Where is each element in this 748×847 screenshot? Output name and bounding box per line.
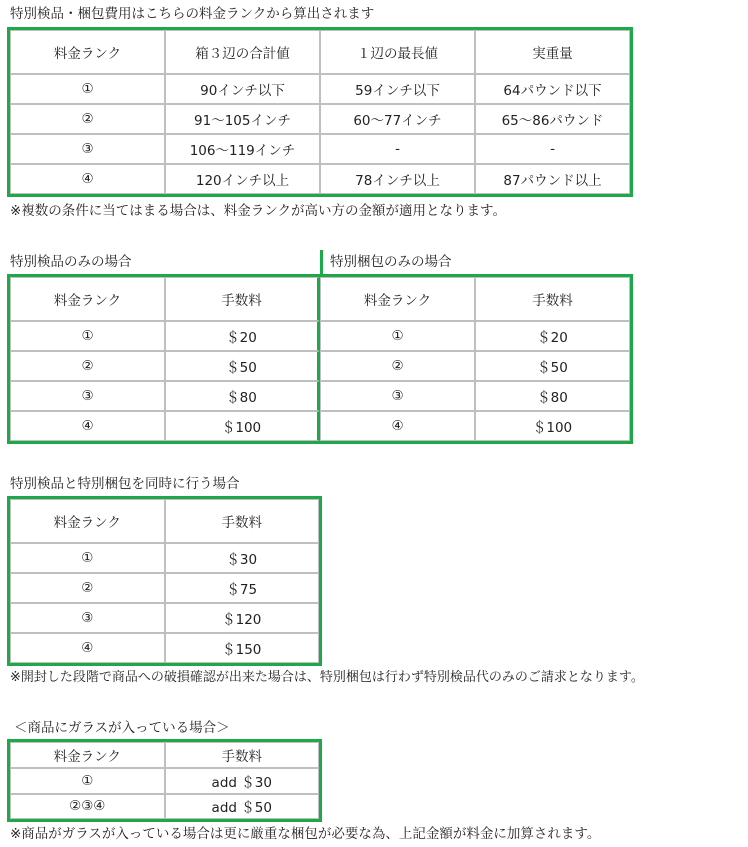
header-rank: 料金ランク xyxy=(10,30,165,74)
glass-heading: ＜商品にガラスが入っている場合＞ xyxy=(14,720,230,736)
section1-note: ※複数の条件に当てはまる場合は、料金ランクが高い方の金額が適用となります。 xyxy=(10,203,506,219)
header-rank: 料金ランク xyxy=(10,277,165,321)
table-row xyxy=(10,321,630,351)
fee-cell: add ＄30 xyxy=(165,768,320,794)
size-rank-table xyxy=(7,27,633,197)
fee-cell: add ＄50 xyxy=(165,794,320,820)
rank-cell: ④ xyxy=(320,411,475,441)
sum-cell: 106～119インチ xyxy=(165,134,320,164)
sum-cell: 120インチ以上 xyxy=(165,164,320,194)
table-row xyxy=(10,164,630,194)
header-fee: 手数料 xyxy=(165,499,320,543)
glass-fee-table xyxy=(7,739,322,822)
header-rank: 料金ランク xyxy=(10,499,165,543)
inspection-packing-table xyxy=(7,274,633,444)
table-row xyxy=(10,104,630,134)
table-row xyxy=(10,74,630,104)
fee-cell: ＄80 xyxy=(165,381,320,411)
header-fee: 手数料 xyxy=(165,277,320,321)
inspection-only-heading: 特別検品のみの場合 xyxy=(10,254,132,270)
rank-cell: ② xyxy=(320,351,475,381)
heading-divider xyxy=(320,250,323,274)
rank-cell: ① xyxy=(10,321,165,351)
fee-cell: ＄150 xyxy=(165,633,320,663)
fee-cell: ＄50 xyxy=(475,351,630,381)
table-row xyxy=(10,411,630,441)
header-fee: 手数料 xyxy=(165,742,320,768)
longest-cell: - xyxy=(320,134,475,164)
weight-cell: 65～86パウンド xyxy=(475,104,630,134)
rank-cell: ③ xyxy=(10,381,165,411)
fee-cell: ＄100 xyxy=(475,411,630,441)
table-row xyxy=(10,603,319,633)
section3-note: ※開封した段階で商品への破損確認が出来た場合は、特別梱包は行わず特別検品代のみのご請求となります。 xyxy=(10,670,644,685)
combined-heading: 特別検品と特別梱包を同時に行う場合 xyxy=(10,476,240,492)
header-longest-side: １辺の最長値 xyxy=(320,30,475,74)
rank-cell: ④ xyxy=(10,164,165,194)
longest-cell: 59インチ以下 xyxy=(320,74,475,104)
fee-cell: ＄50 xyxy=(165,351,320,381)
fee-cell: ＄120 xyxy=(165,603,320,633)
weight-cell: 64パウンド以下 xyxy=(475,74,630,104)
fee-cell: ＄30 xyxy=(165,543,320,573)
rank-cell: ① xyxy=(10,543,165,573)
header-weight: 実重量 xyxy=(475,30,630,74)
rank-cell: ① xyxy=(10,768,165,794)
table-row xyxy=(10,543,319,573)
header-fee: 手数料 xyxy=(475,277,630,321)
sum-cell: 90インチ以下 xyxy=(165,74,320,104)
table-row xyxy=(10,794,319,820)
header-rank: 料金ランク xyxy=(320,277,475,321)
header-rank: 料金ランク xyxy=(10,742,165,768)
section1-heading: 特別検品・梱包費用はこちらの料金ランクから算出されます xyxy=(10,6,375,22)
rank-cell: ④ xyxy=(10,633,165,663)
fee-cell: ＄20 xyxy=(475,321,630,351)
weight-cell: - xyxy=(475,134,630,164)
fee-cell: ＄75 xyxy=(165,573,320,603)
rank-cell: ③ xyxy=(10,134,165,164)
sum-cell: 91～105インチ xyxy=(165,104,320,134)
rank-cell: ②③④ xyxy=(10,794,165,820)
rank-cell: ① xyxy=(10,74,165,104)
combined-fee-table xyxy=(7,496,322,666)
header-sum-3-sides: 箱３辺の合計値 xyxy=(165,30,320,74)
rank-cell: ③ xyxy=(320,381,475,411)
table-row xyxy=(10,768,319,794)
rank-cell: ② xyxy=(10,104,165,134)
section4-note: ※商品がガラスが入っている場合は更に厳重な梱包が必要な為、上記金額が料金に加算されます。 xyxy=(10,826,601,842)
fee-cell: ＄80 xyxy=(475,381,630,411)
fee-cell: ＄100 xyxy=(165,411,320,441)
table-row xyxy=(10,573,319,603)
table-row xyxy=(10,381,630,411)
table-row xyxy=(10,351,630,381)
rank-cell: ② xyxy=(10,351,165,381)
weight-cell: 87パウンド以上 xyxy=(475,164,630,194)
longest-cell: 78インチ以上 xyxy=(320,164,475,194)
rank-cell: ④ xyxy=(10,411,165,441)
packing-only-heading: 特別梱包のみの場合 xyxy=(330,254,452,270)
table-row xyxy=(10,633,319,663)
longest-cell: 60～77インチ xyxy=(320,104,475,134)
table-row xyxy=(10,134,630,164)
fee-cell: ＄20 xyxy=(165,321,320,351)
rank-cell: ③ xyxy=(10,603,165,633)
rank-cell: ① xyxy=(320,321,475,351)
rank-cell: ② xyxy=(10,573,165,603)
